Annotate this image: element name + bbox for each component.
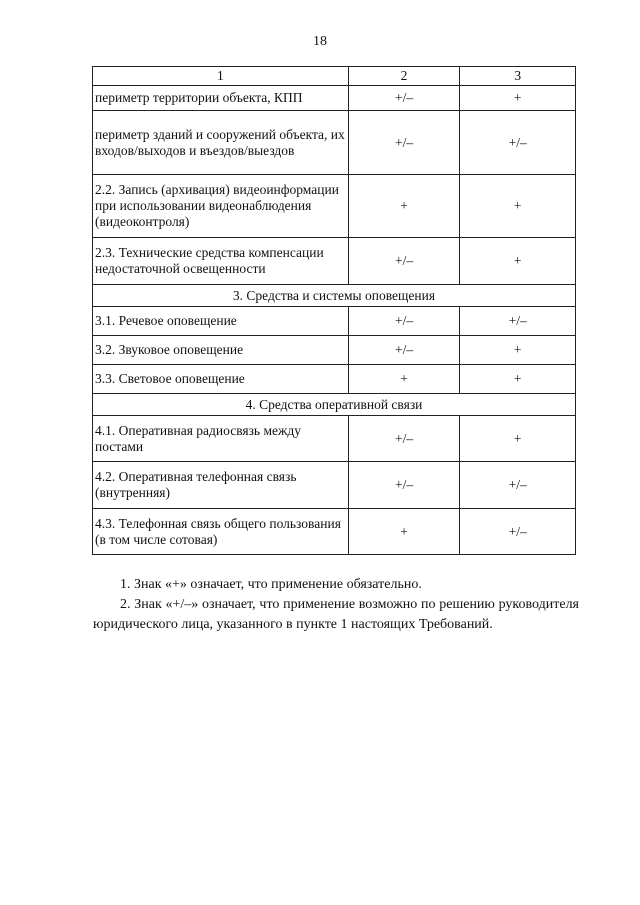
header-col-2: 2: [348, 67, 460, 86]
table-row: [93, 175, 576, 238]
page-number: 18: [313, 34, 327, 49]
row-col2-value: +/–: [348, 111, 460, 175]
notes: [93, 575, 579, 635]
row-label: 2.3. Технические средства компенсации недостаточной освещенности: [93, 238, 349, 285]
table-row: [93, 462, 576, 509]
section-row: [93, 285, 576, 307]
row-col2-value: +/–: [348, 238, 460, 285]
row-col3-value: +/–: [460, 509, 576, 555]
section-title: 4. Средства оперативной связи: [93, 394, 576, 416]
table-row: [93, 86, 576, 111]
row-label: 3.1. Речевое оповещение: [93, 307, 349, 336]
row-label: 3.3. Световое оповещение: [93, 365, 349, 394]
table-header-row: [93, 67, 576, 86]
row-col3-value: +/–: [460, 307, 576, 336]
row-col3-value: +: [460, 86, 576, 111]
header-col-1: 1: [93, 67, 349, 86]
header-col-3: 3: [460, 67, 576, 86]
row-col2-value: +/–: [348, 462, 460, 509]
section-title: 3. Средства и системы оповещения: [93, 285, 576, 307]
note-1: 1. Знак «+» означает, что применение обязательно.: [120, 577, 422, 592]
row-label: 4.3. Телефонная связь общего пользования (в том числе сотовая): [93, 509, 349, 555]
row-col3-value: +: [460, 336, 576, 365]
row-col3-value: +: [460, 365, 576, 394]
table-row: [93, 509, 576, 555]
row-col3-value: +/–: [460, 462, 576, 509]
table-row: [93, 238, 576, 285]
row-col2-value: +: [348, 509, 460, 555]
row-col3-value: +/–: [460, 111, 576, 175]
table-row: [93, 307, 576, 336]
row-col2-value: +/–: [348, 416, 460, 462]
requirements-table: [92, 66, 576, 555]
row-col3-value: +: [460, 238, 576, 285]
note-2: 2. Знак «+/–» означает, что применение возможно по решению руководителя юридического лица, указанного в пункте 1 настоящих Требований.: [93, 597, 579, 632]
row-label: 4.2. Оперативная телефонная связь (внутренняя): [93, 462, 349, 509]
row-col2-value: +: [348, 365, 460, 394]
table-row: [93, 336, 576, 365]
section-row: [93, 394, 576, 416]
row-label: 4.1. Оперативная радиосвязь между постами: [93, 416, 349, 462]
row-label: 3.2. Звуковое оповещение: [93, 336, 349, 365]
table-row: [93, 111, 576, 175]
row-label: периметр зданий и сооружений объекта, их входов/выходов и въездов/выездов: [93, 111, 349, 175]
row-label: 2.2. Запись (архивация) видеоинформации при использовании видеонаблюдения (видеоконтроля): [93, 175, 349, 238]
row-col2-value: +/–: [348, 307, 460, 336]
row-label: периметр территории объекта, КПП: [93, 86, 349, 111]
row-col2-value: +/–: [348, 86, 460, 111]
row-col2-value: +: [348, 175, 460, 238]
row-col3-value: +: [460, 175, 576, 238]
table-row: [93, 416, 576, 462]
table-row: [93, 365, 576, 394]
row-col2-value: +/–: [348, 336, 460, 365]
row-col3-value: +: [460, 416, 576, 462]
